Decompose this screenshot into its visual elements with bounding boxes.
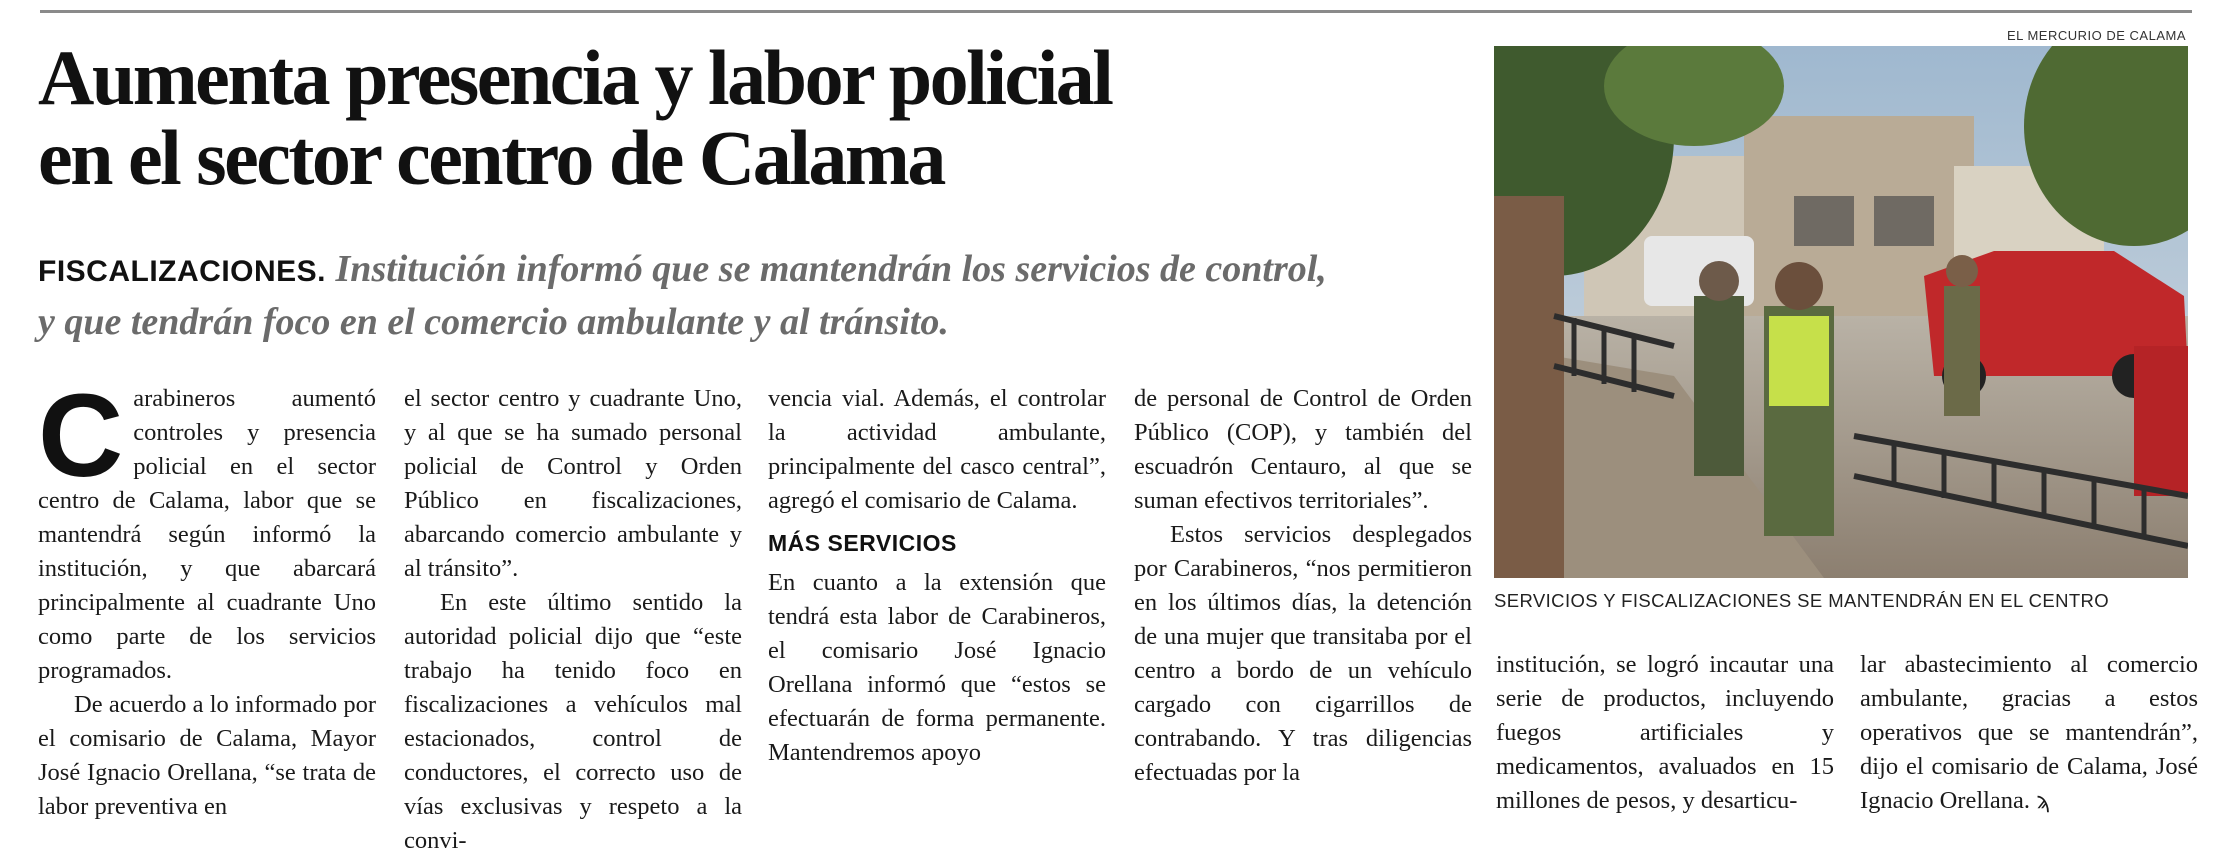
paragraph-3-start: En este último sentido la autoridad policial dijo que “este trabajo ha tenido foco en fiscalizaciones a vehículos mal estacionados, control de conductores, el correcto uso de vías exclusivas y respeto a la convi-: [404, 589, 742, 854]
deck-text-line-2: y que tendrán foco en el comercio ambulante y al tránsito.: [38, 301, 949, 343]
paragraph-2-end: el sector centro y cuadrante Uno, y al que se ha sumado personal policial de Control y Orden Público en fiscalizaciones, abarcando comercio ambulante y al tránsito”.: [404, 385, 742, 582]
headline: [38, 34, 1458, 201]
paragraph-3-end: vencia vial. Además, el controlar la actividad ambulante, principalmente del casco central”, agregó el comisario de Calama.: [768, 385, 1106, 514]
deck: [38, 244, 1478, 347]
end-mark-icon: ϡ: [2036, 789, 2050, 814]
photo-caption: SERVICIOS Y FISCALIZACIONES SE MANTENDRÁN EN EL CENTRO: [1494, 590, 2110, 611]
paragraph-2-start: De acuerdo a lo informado por el comisario de Calama, Mayor José Ignacio Orellana, “se trata de labor preventiva en: [38, 691, 376, 820]
street-scene-photo-icon: [1494, 46, 2188, 578]
headline-line-1: Aumenta presencia y labor policial: [38, 34, 1112, 121]
paragraph-4-end: de personal de Control de Orden Público (COP), y también del escuadrón Centauro, al que se suman efectivos territoriales”.: [1134, 385, 1472, 514]
drop-cap: C: [38, 370, 124, 502]
deck-text-line-1: Institución informó que se mantendrán los servicios de control,: [335, 248, 1327, 290]
deck-kicker: FISCALIZACIONES.: [38, 255, 327, 288]
paragraph-4-start: En cuanto a la extensión que tendrá esta labor de Carabineros, el comisario José Ignacio Orellana informó que “estos se efectuarán de forma permanente. Mantendremos apoyo: [768, 569, 1106, 766]
body-column-2: [404, 382, 742, 858]
subhead-mas-servicios: MÁS SERVICIOS: [768, 530, 957, 556]
body-column-1: [38, 370, 376, 824]
body-column-6: [1860, 648, 2198, 819]
body-column-5: [1496, 648, 1834, 818]
photo-credit: EL MERCURIO DE CALAMA: [2006, 28, 2186, 43]
paragraph-5-mid: institución, se logró incautar una serie de productos, incluyendo fuegos artificiales y medicamentos, avaluados en 15 millones de pesos, y desarticu-: [1496, 651, 1834, 814]
body-column-4: [1134, 382, 1472, 790]
paragraph-1: arabineros aumentó controles y presencia policial en el sector centro de Calama, labor que se mantendrá según informó la institución, y que abarcará principalmente al cuadrante Uno como parte de los servicios programados.: [38, 385, 376, 684]
headline-line-2: en el sector centro de Calama: [38, 114, 944, 201]
top-rule: [40, 10, 2192, 13]
paragraph-5-end: lar abastecimiento al comercio ambulante, gracias a estos operativos que se mantendrán”, dijo el comisario de Calama, José Ignacio Orellana.: [1860, 651, 2198, 814]
news-photo: [1494, 46, 2188, 578]
body-column-3: [768, 382, 1106, 770]
paragraph-5-start: Estos servicios desplegados por Carabineros, “nos permitieron en los últimos días, la detención de una mujer que transitaba por el centro a bordo de un vehículo cargado con cigarrillos de contrabando. Y tras diligencias efectuadas por la: [1134, 521, 1472, 786]
